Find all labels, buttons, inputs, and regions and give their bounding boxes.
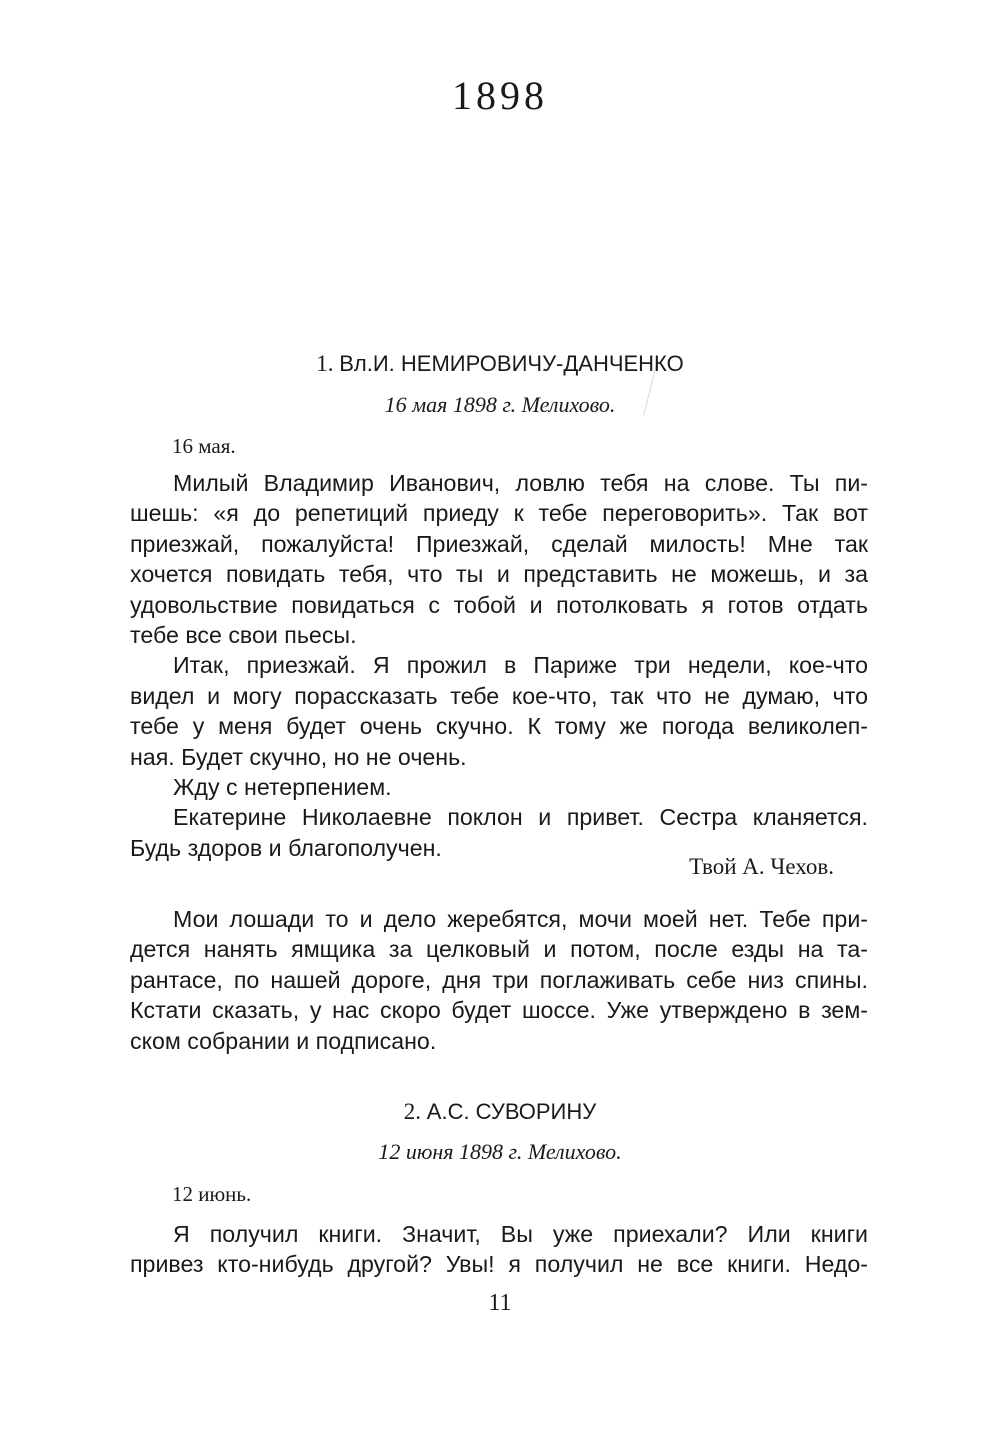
text-line: рантасе, по нашей дороге, дня три поглаживать себе низ спины. <box>130 966 868 993</box>
text-line: удовольствие повидаться с тобой и потолковать я готов отдать <box>130 591 868 618</box>
letter-1-number: 1. <box>316 351 340 376</box>
letter-1-heading <box>130 349 870 379</box>
text-line: привез кто-нибудь другой? Увы! я получил не все книги. Недо- <box>130 1251 868 1278</box>
text-line: Кстати сказать, у нас скоро будет шоссе. Уже утверждено в зем- <box>130 997 868 1024</box>
text-line: приезжай, пожалуйста! Приезжай, сделай милость! Мне так <box>130 530 868 557</box>
letter-1-dateline: 16 мая 1898 г. Мелихово. <box>384 392 616 417</box>
letter-2-dateline: 12 июня 1898 г. Мелихово. <box>378 1139 622 1164</box>
letter-2-date-short: 12 июнь. <box>172 1182 252 1206</box>
letter-1-signature: Твой А. Чехов. <box>689 854 834 879</box>
text-line: Будь здоров и благополучен. <box>130 834 442 861</box>
letter-1-postscript <box>130 904 868 1056</box>
text-line: тебе у меня будет очень скучно. К тому же погода великолеп- <box>130 713 868 740</box>
text-line: видел и могу порассказать тебе кое-что, так что не думаю, что <box>130 682 868 709</box>
text-line: ском собрании и подписано. <box>130 1027 437 1054</box>
letter-2-recipient: А.С. СУВОРИНУ <box>426 1099 597 1124</box>
text-line: ная. Будет скучно, но не очень. <box>130 743 467 770</box>
letter-2-body <box>130 1219 868 1280</box>
text-line: хочется повидать тебя, что ты и представить не можешь, и за <box>130 561 868 588</box>
page-number: 11 <box>488 1290 512 1316</box>
text-line: Екатерине Николаевне поклон и привет. Сестра кланяется. <box>173 804 868 831</box>
text-line: тебе все свои пьесы. <box>130 622 357 649</box>
text-line: дется нанять ямщика за целковый и потом, после езды на та- <box>130 936 868 963</box>
letter-2-heading <box>130 1097 870 1127</box>
chapter-year: 1898 <box>452 73 548 118</box>
letter-1-date-short: 16 мая. <box>172 434 236 458</box>
text-line: Милый Владимир Иванович, ловлю тебя на слове. Ты пи- <box>173 470 868 496</box>
letter-1-body <box>130 468 868 863</box>
letter-2-number: 2. <box>403 1099 427 1124</box>
letter-1-recipient: Вл.И. НЕМИРОВИЧУ-ДАНЧЕНКО <box>339 351 684 376</box>
text-line: шешь: «я до репетиций приеду к тебе переговорить». Так вот <box>130 500 868 527</box>
text-line: Итак, приезжай. Я прожил в Париже три недели, кое-что <box>173 652 868 679</box>
text-line: Я получил книги. Значит, Вы уже приехали? Или книги <box>173 1221 868 1247</box>
text-line: Мои лошади то и дело жеребятся, мочи моей нет. Тебе при- <box>173 906 868 932</box>
text-line: Жду с нетерпением. <box>173 774 392 801</box>
